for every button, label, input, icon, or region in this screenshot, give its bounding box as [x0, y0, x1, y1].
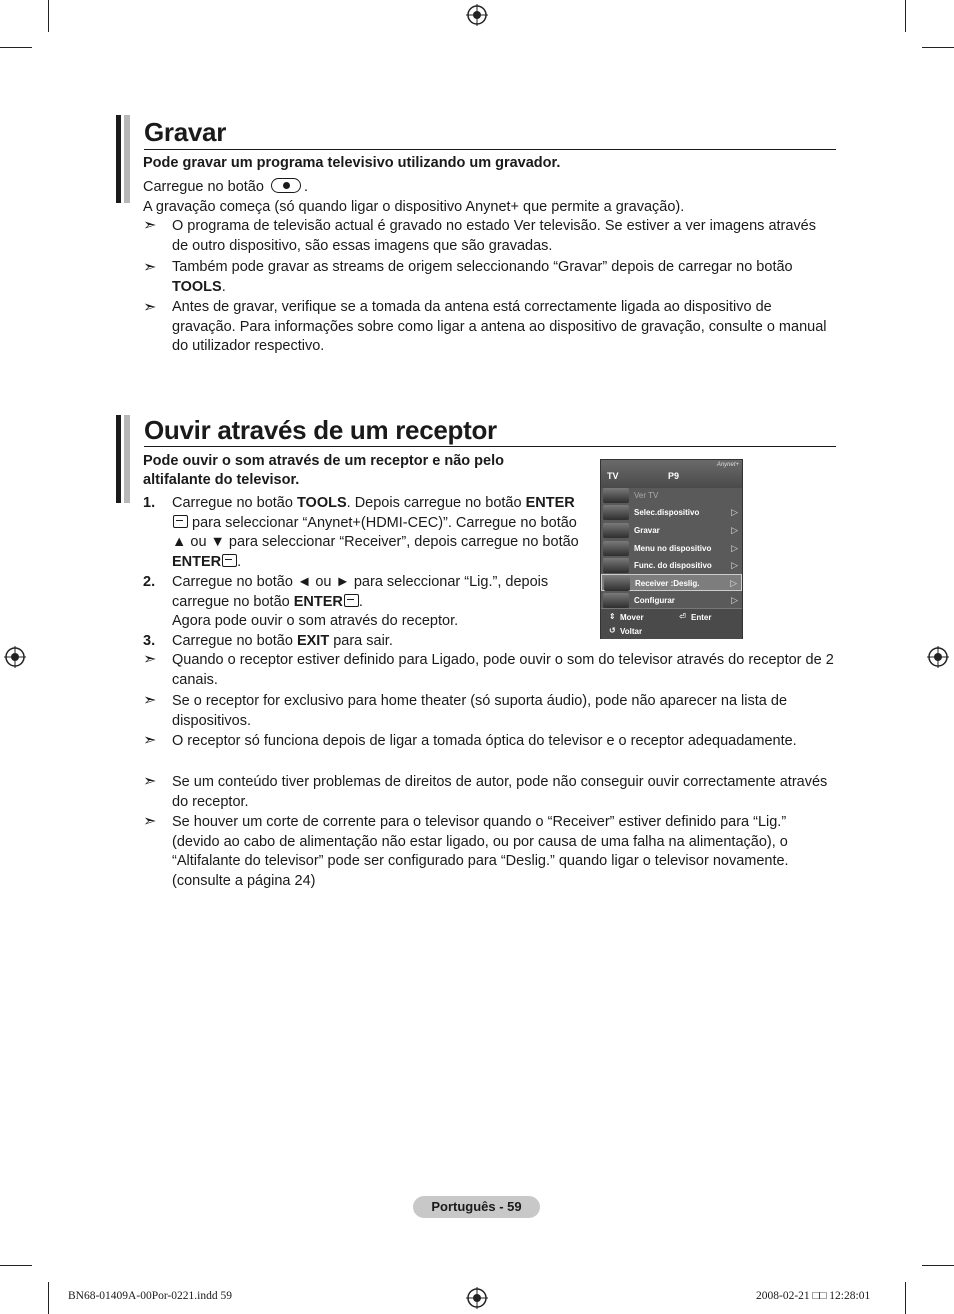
note-arrow-icon: ➣: [143, 217, 157, 234]
crop-mark: [905, 1282, 906, 1314]
device-icon: [603, 505, 629, 520]
osd-footer: [601, 608, 742, 639]
section-bar: [116, 415, 132, 503]
note-arrow-icon: ➣: [143, 773, 157, 790]
enter-icon: [344, 594, 359, 607]
footer-stamp: 2008-02-21 □□ 12:28:01: [756, 1290, 871, 1302]
receptor-intro: Pode ouvir o som através de um receptor e não pelo altifalante do televisor.: [143, 453, 504, 488]
osd-item-receiver[interactable]: Receiver :Deslig. ▷: [601, 574, 742, 591]
osd-move-label: Mover: [620, 613, 644, 622]
registration-mark-icon: [927, 646, 949, 668]
note-arrow-icon: ➣: [143, 732, 157, 749]
gravar-note-3: Antes de gravar, verifique se a tomada da antena está correctamente ligada ao dispositivo de gravação. Para informações sobre como ligar a antena ao dispositivo de gravação, consulte o manual do utilizador respectivo.: [172, 299, 827, 354]
crop-mark: [0, 47, 32, 48]
tv-icon: [603, 488, 629, 503]
osd-header: [601, 460, 742, 488]
gravar-press-line: Carregue no botão .: [143, 179, 308, 195]
registration-mark-icon: [466, 1287, 488, 1309]
section-title: Ouvir através de um receptor: [144, 415, 497, 445]
osd-item-func-dispositivo[interactable]: Func. do dispositivo ▷: [601, 557, 742, 574]
section-rule: [144, 149, 836, 150]
osd-item-selec-dispositivo[interactable]: Selec.dispositivo ▷: [601, 504, 742, 521]
osd-enter-label: Enter: [691, 613, 712, 622]
registration-mark-icon: [466, 4, 488, 26]
crop-mark: [922, 1265, 954, 1266]
chevron-right-icon: ▷: [731, 560, 738, 570]
osd-channel: P9: [668, 471, 680, 481]
receptor-note-2: Se o receptor for exclusivo para home theater (só suporta áudio), pode não aparecer na lista de dispositivos.: [172, 693, 788, 729]
recorder-icon: [603, 523, 629, 538]
registration-mark-icon: [4, 646, 26, 668]
osd-source: TV: [607, 471, 619, 481]
receptor-note-5: Se houver um corte de corrente para o televisor quando o “Receiver” estiver definido para “Lig.” (devido ao cabo de alimentação não estar ligado, ou por causa de uma falha na alimentação), o “Altifalante do televisor” pode ser configurado para “Deslig.” quando ligar o televisor novamente. (consulte a página 24): [172, 814, 789, 889]
chevron-right-icon: ▷: [731, 525, 738, 535]
note-arrow-icon: ➣: [143, 299, 157, 316]
gravar-note-2: Também pode gravar as streams de origem seleccionando “Gravar” depois de carregar no botão TOOLS.: [172, 259, 793, 295]
receptor-note-1: Quando o receptor estiver definido para Ligado, pode ouvir o som do televisor através do receptor de 2 canais.: [172, 652, 834, 688]
gravar-note-1: O programa de televisão actual é gravado no estado Ver televisão. Se estiver a ver imagens através de outro dispositivo, são essas imagens que são gravadas.: [172, 218, 816, 254]
step-number: 2.: [143, 574, 156, 590]
record-button-icon: [271, 178, 301, 193]
crop-mark: [48, 0, 49, 32]
gravar-start-line: A gravação começa (só quando ligar o dispositivo Anynet+ que permite a gravação).: [143, 199, 685, 215]
chevron-right-icon: ▷: [730, 578, 737, 588]
crop-mark: [922, 47, 954, 48]
step-2: Carregue no botão ◄ ou ► para seleccionar “Lig.”, depois carregue no botão ENTER . Agora pode ouvir o som através do receptor.: [172, 574, 549, 629]
footer-file: BN68-01409A-00Por-0221.indd 59: [68, 1290, 232, 1302]
step-number: 1.: [143, 495, 156, 511]
chevron-right-icon: ▷: [731, 595, 738, 605]
step-3: Carregue no botão EXIT para sair.: [172, 633, 393, 649]
move-icon: ⇕: [609, 612, 616, 621]
anynet-logo: Anynet+: [716, 462, 739, 468]
gear-icon: [603, 593, 629, 608]
anynet-osd-menu: [600, 459, 743, 639]
osd-item-menu-dispositivo[interactable]: Menu no dispositivo ▷: [601, 540, 742, 557]
enter-icon: [222, 554, 237, 567]
receiver-icon: [604, 576, 630, 591]
page-number: Português - 59: [413, 1196, 540, 1218]
menu-icon: [603, 541, 629, 556]
section-bar: [116, 115, 132, 203]
gravar-intro: Pode gravar um programa televisivo utilizando um gravador.: [143, 155, 561, 171]
note-arrow-icon: ➣: [143, 813, 157, 830]
crop-mark: [905, 0, 906, 32]
osd-item-configurar[interactable]: Configurar ▷: [601, 592, 742, 609]
step-1: Carregue no botão TOOLS. Depois carregue no botão ENTER para seleccionar “Anynet+(HDMI-CEC)”. Carregue no botão ▲ ou ▼ para seleccionar “Receiver”, depois carregue no botão ENTER .: [172, 495, 579, 570]
receptor-note-4: Se um conteúdo tiver problemas de direitos de autor, pode não conseguir ouvir correctamente através do receptor.: [172, 774, 828, 810]
note-arrow-icon: ➣: [143, 259, 157, 276]
section-rule: [144, 446, 836, 447]
enter-icon: ⏎: [679, 612, 686, 621]
enter-icon: [173, 515, 188, 528]
chevron-right-icon: ▷: [731, 507, 738, 517]
section-title: Gravar: [144, 117, 227, 147]
crop-mark: [0, 1265, 32, 1266]
note-arrow-icon: ➣: [143, 692, 157, 709]
function-icon: [603, 558, 629, 573]
osd-back-label: Voltar: [620, 627, 643, 636]
osd-item-ver-tv[interactable]: Ver TV: [601, 487, 742, 504]
osd-item-gravar[interactable]: Gravar ▷: [601, 522, 742, 539]
step-number: 3.: [143, 633, 156, 649]
chevron-right-icon: ▷: [731, 543, 738, 553]
return-icon: ↺: [609, 626, 616, 635]
receptor-note-3: O receptor só funciona depois de ligar a tomada óptica do televisor e o receptor adequadamente.: [172, 733, 797, 749]
note-arrow-icon: ➣: [143, 651, 157, 668]
crop-mark: [48, 1282, 49, 1314]
